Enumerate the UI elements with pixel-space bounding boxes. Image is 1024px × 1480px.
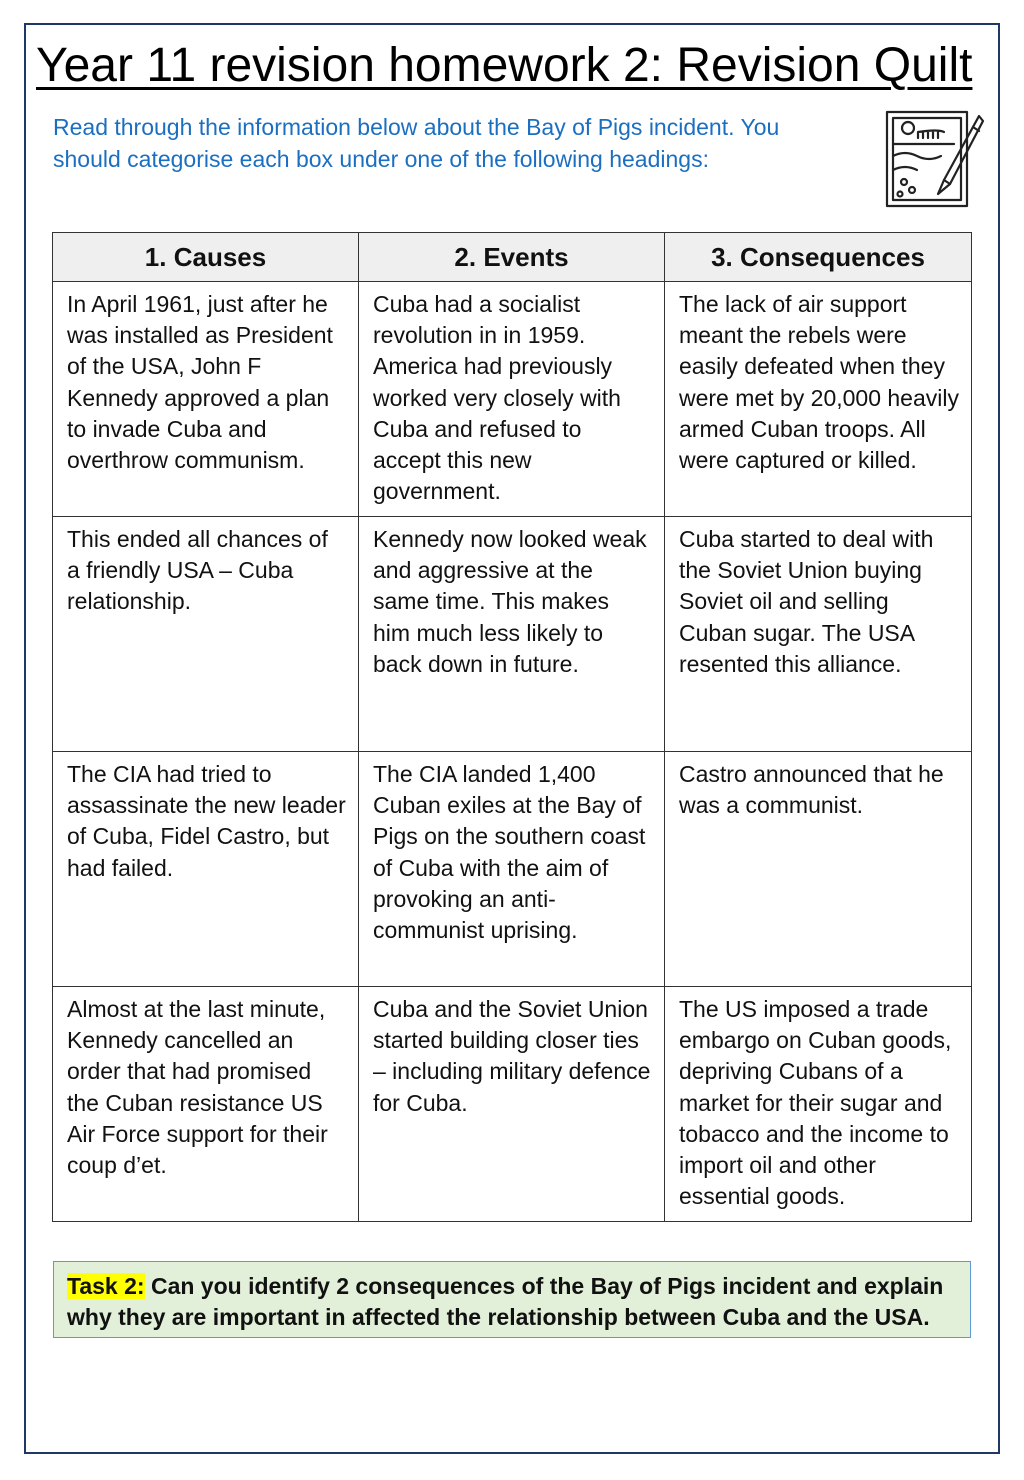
task-label: Task 2: [67, 1273, 145, 1299]
task-text: Can you identify 2 consequences of the Bay of Pigs incident and explain why they are important in affected the relationship between Cuba and the USA. [67, 1273, 944, 1330]
header-row [53, 233, 972, 282]
header-causes: 1. Causes [53, 233, 359, 282]
table-cell: Cuba started to deal with the Soviet Union buying Soviet oil and selling Cuban sugar. The USA resented this alliance. [665, 517, 972, 752]
table-cell: Kennedy now looked weak and aggressive at the same time. This makes him much less likely to back down in future. [359, 517, 665, 752]
table-cell: Almost at the last minute, Kennedy cancelled an order that had promised the Cuban resistance US Air Force support for their coup d’et. [53, 987, 359, 1222]
table-cell: The lack of air support meant the rebels were easily defeated when they were met by 20,000 heavily armed Cuban troops. All were captured or killed. [665, 282, 972, 517]
revision-quilt-table [52, 232, 972, 1222]
task-box [53, 1261, 971, 1338]
intro-text: Read through the information below about the Bay of Pigs incident. You should categorise each box under one of the following headings: [53, 114, 780, 172]
table-row [53, 517, 972, 752]
table-cell: The US imposed a trade embargo on Cuban goods, depriving Cubans of a market for their sugar and tobacco and the income to import oil and other essential goods. [665, 987, 972, 1222]
header-events: 2. Events [359, 233, 665, 282]
table-cell: Cuba had a socialist revolution in in 1959. America had previously worked very closely with Cuba and refused to accept this new government. [359, 282, 665, 517]
page-title: Year 11 revision homework 2: Revision Quilt [36, 39, 973, 92]
table-cell: Castro announced that he was a communist. [665, 752, 972, 987]
table-row [53, 282, 972, 517]
quilt-drawing-icon [884, 108, 986, 210]
table-cell: Cuba and the Soviet Union started building closer ties – including military defence for Cuba. [359, 987, 665, 1222]
table-cell: In April 1961, just after he was installed as President of the USA, John F Kennedy approved a plan to invade Cuba and overthrow communism. [53, 282, 359, 517]
header-consequences: 3. Consequences [665, 233, 972, 282]
table-row [53, 752, 972, 987]
table-cell: This ended all chances of a friendly USA – Cuba relationship. [53, 517, 359, 752]
table-row [53, 987, 972, 1222]
table-cell: The CIA landed 1,400 Cuban exiles at the Bay of Pigs on the southern coast of Cuba with the aim of provoking an anti-communist uprising. [359, 752, 665, 987]
table-cell: The CIA had tried to assassinate the new leader of Cuba, Fidel Castro, but had failed. [53, 752, 359, 987]
